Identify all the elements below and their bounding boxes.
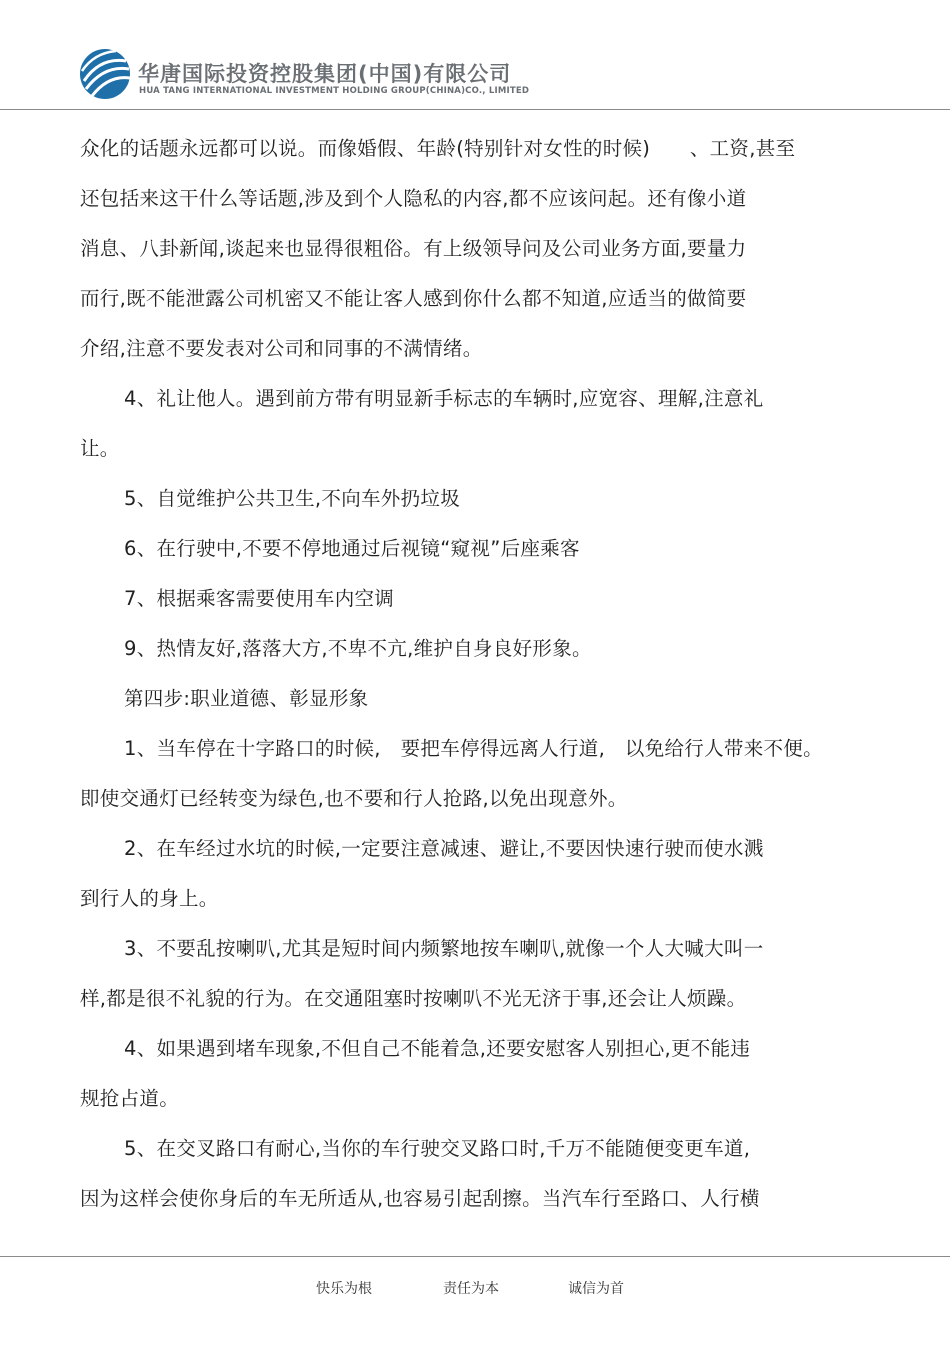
text-line: 7、根据乘客需要使用车内空调 <box>124 587 395 610</box>
text-line: 9、热情友好,落落大方,不卑不亢,维护自身良好形象。 <box>124 637 592 660</box>
section-heading: 第四步:职业道德、彰显形象 <box>124 687 369 710</box>
company-logo-icon <box>78 47 132 101</box>
document-body <box>80 124 880 1224</box>
text-line: 即使交通灯已经转变为绿色,也不要和行人抢路,以免出现意外。 <box>80 787 628 810</box>
text-line: 规抢占道。 <box>80 1087 180 1110</box>
text-line: 消息、八卦新闻,谈起来也显得很粗俗。有上级领导问及公司业务方面,要量力 <box>80 237 747 260</box>
footer-motto-2: 责任为本 <box>443 1281 499 1297</box>
text-line: 众化的话题永远都可以说。而像婚假、年龄(特别针对女性的时候) 、工资,甚至 <box>80 137 796 160</box>
text-line: 3、不要乱按喇叭,尤其是短时间内频繁地按车喇叭,就像一个人大喊大叫一 <box>124 937 764 960</box>
header-divider <box>0 109 950 110</box>
text-line: 到行人的身上。 <box>80 887 219 910</box>
text-line: 4、礼让他人。遇到前方带有明显新手标志的车辆时,应宽容、理解,注意礼 <box>124 387 764 410</box>
text-line: 还包括来这干什么等话题,涉及到个人隐私的内容,都不应该问起。还有像小道 <box>80 187 747 210</box>
text-line: 5、在交叉路口有耐心,当你的车行驶交叉路口时,千万不能随便变更车道, <box>124 1137 751 1160</box>
text-line: 2、在车经过水坑的时候,一定要注意减速、避让,不要因快速行驶而使水溅 <box>124 837 764 860</box>
text-line: 1、当车停在十字路口的时候, 要把车停得远离人行道, 以免给行人带来不便。 <box>124 737 823 760</box>
text-line: 4、如果遇到堵车现象,不但自己不能着急,还要安慰客人别担心,更不能违 <box>124 1037 751 1060</box>
text-line: 因为这样会使你身后的车无所适从,也容易引起刮擦。当汽车行至路口、人行横 <box>80 1187 760 1210</box>
text-line: 6、在行驶中,不要不停地通过后视镜“窥视”后座乘客 <box>124 537 580 560</box>
text-line: 而行,既不能泄露公司机密又不能让客人感到你什么都不知道,应适当的做简要 <box>80 287 747 310</box>
text-line: 介绍,注意不要发表对公司和同事的不满情绪。 <box>80 337 483 360</box>
text-line: 样,都是很不礼貌的行为。在交通阻塞时按喇叭不光无济于事,还会让人烦躁。 <box>80 987 747 1010</box>
text-line: 5、自觉维护公共卫生,不向车外扔垃圾 <box>124 487 461 510</box>
footer-motto-1: 快乐为根 <box>316 1281 372 1297</box>
footer-divider <box>0 1256 950 1257</box>
company-name-cn: 华唐国际投资控股集团(中国)有限公司 <box>138 62 512 86</box>
page-header <box>0 0 950 110</box>
text-line: 让。 <box>80 437 120 460</box>
footer-motto-3: 诚信为首 <box>568 1281 624 1297</box>
company-name-en: HUA TANG INTERNATIONAL INVESTMENT HOLDING GROUP(CHINA)CO., LIMITED <box>139 86 530 96</box>
